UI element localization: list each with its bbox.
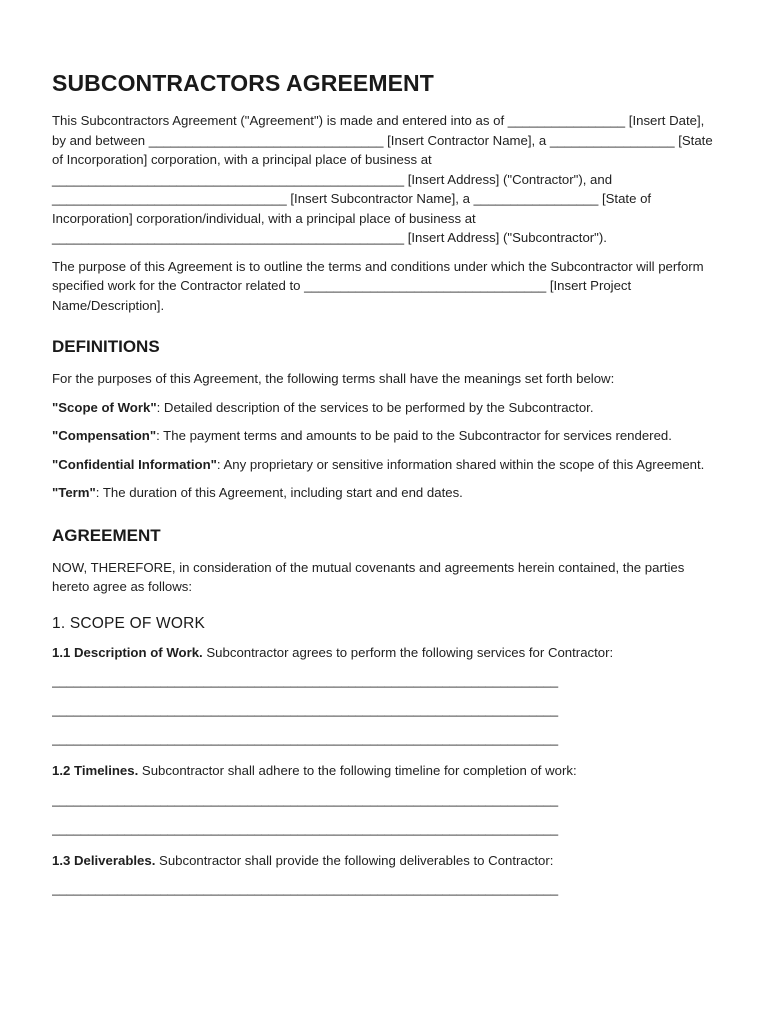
subsection-label: 1.1 Description of Work. xyxy=(52,644,203,660)
definition-text: : The payment terms and amounts to be paid to the Subcontractor for services rendered. xyxy=(156,428,672,443)
blank-fill-line[interactable]: ______________________________________________________________________ xyxy=(52,820,559,836)
blank-fill-line[interactable]: ______________________________________________________________________ xyxy=(52,791,559,807)
agreement-heading: AGREEMENT xyxy=(52,525,161,545)
definitions-lead: For the purposes of this Agreement, the following terms shall have the meanings set forth below: xyxy=(52,371,615,386)
definition-text: : The duration of this Agreement, including start and end dates. xyxy=(95,485,463,500)
definition-scope-of-work xyxy=(52,398,720,418)
definition-term: "Confidential Information" xyxy=(52,456,217,472)
agreement-lead: NOW, THEREFORE, in consideration of the mutual covenants and agreements herein contained, the parties hereto agree as follows: xyxy=(52,559,685,594)
subsection-1-2 xyxy=(52,761,720,781)
intro-paragraph: This Subcontractors Agreement ("Agreement") is made and entered into as of ________________ [Insert Date], by and between ________________________________ [Insert Contractor Name], a _________________ [State of Incorporation] corporation, with a principal place of business at ________________________________________________ [Insert Address] ("Contractor"), and ________________________________ [Insert Subcontractor Name], a _________________ [State of Incorporation] corporation/individual, with a principal place of business at ________________________________________________ [Insert Address] ("Subcontractor"). xyxy=(52,113,713,245)
subsection-label: 1.3 Deliverables. xyxy=(52,852,156,868)
subsection-label: 1.2 Timelines. xyxy=(52,763,139,778)
definition-text: : Any proprietary or sensitive information shared within the scope of this Agreement. xyxy=(216,456,705,472)
section-1-heading: 1. SCOPE OF WORK xyxy=(52,614,206,632)
document-body xyxy=(52,70,720,903)
definition-term-duration xyxy=(52,483,720,503)
blank-fill-line[interactable]: ______________________________________________________________________ xyxy=(52,731,559,746)
document-title: SUBCONTRACTORS AGREEMENT xyxy=(52,70,434,96)
blank-fill-line[interactable]: ______________________________________________________________________ xyxy=(52,881,559,896)
blank-fill-line[interactable]: ______________________________________________________________________ xyxy=(52,702,559,717)
subsection-1-3 xyxy=(52,851,720,871)
definition-term: "Compensation" xyxy=(52,428,157,443)
subsection-text: Subcontractor shall provide the following deliverables to Contractor: xyxy=(155,852,554,868)
definition-text: : Detailed description of the services to be performed by the Subcontractor. xyxy=(156,399,594,415)
purpose-paragraph: The purpose of this Agreement is to outline the terms and conditions under which the Subcontractor will perform specified work for the Contractor related to _________________________________ [Insert Project Name/Description]. xyxy=(52,258,704,313)
definitions-heading: DEFINITIONS xyxy=(52,337,160,356)
subsection-text: Subcontractor agrees to perform the following services for Contractor: xyxy=(202,644,614,660)
subsection-text: Subcontractor shall adhere to the following timeline for completion of work: xyxy=(138,763,577,778)
blank-fill-line[interactable]: ______________________________________________________________________ xyxy=(52,673,559,688)
subsection-1-1 xyxy=(52,643,720,663)
definition-compensation xyxy=(52,426,720,446)
definition-term: "Scope of Work" xyxy=(52,399,157,415)
definition-term: "Term" xyxy=(52,485,96,500)
definition-confidential-information xyxy=(52,455,720,475)
